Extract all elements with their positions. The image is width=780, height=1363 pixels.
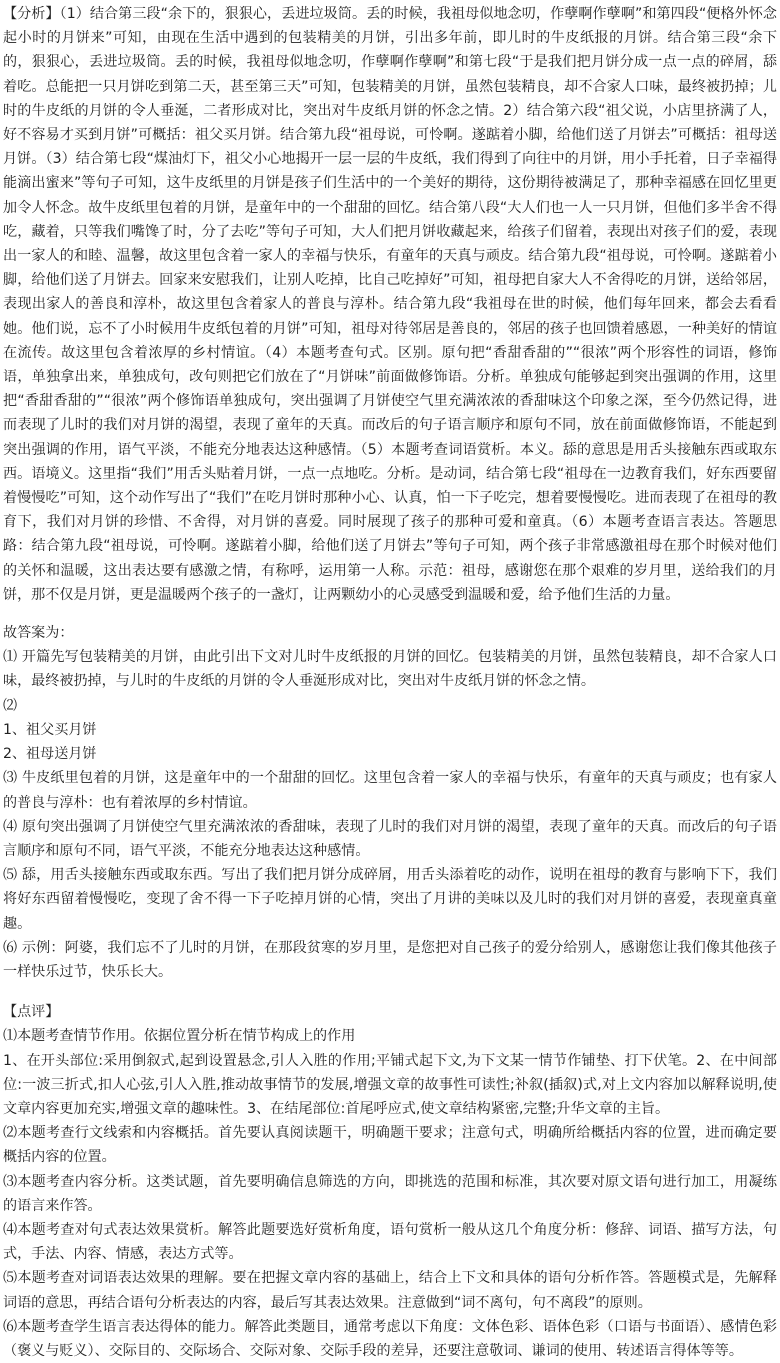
answer-item-6: ⑹ 示例：阿婆，我们忘不了儿时的月饼，在那段贫寒的岁月里，是您把对自己孩子的爱分给别人，感谢您让我们像其他孩子一样快乐过节，快乐长大。 [3, 939, 777, 980]
comment-item-2: ⑵本题考查行文线索和内容概括。首先要认真阅读题干，明确题干要求；注意句式，明确所给概括内容的位置，进而确定要概括内容的位置。 [3, 1125, 777, 1166]
answer-item-1: ⑴ 开篇先写包装精美的月饼，由此引出下文对儿时牛皮纸报的月饼的回忆。包装精美的月饼，虽然包装精良，却不合家人口味，最终被扔掉，与儿时的牛皮纸的月饼的令人垂涎形成对比，突出对牛皮纸月饼的怀念之情。 [3, 649, 777, 690]
analysis-paragraph [3, 2, 777, 607]
answers-section [3, 621, 777, 984]
comment-item-1: ⑴本题考查情节作用。依据位置分析在情节构成上的作用 [3, 1028, 356, 1045]
comment-section [3, 1000, 777, 1363]
answer-item-2b: 2、祖母送月饼 [3, 746, 97, 763]
answers-intro: 故答案为： [3, 625, 74, 642]
comment-item-5: ⑸本题考查对词语表达效果的理解。要在把握文章内容的基础上，结合上下文和具体的语句分析作答。答题模式是，先解释词语的意思，再结合语句分析表达的内容，最后写其表达效果。注意做到“词不离句，句不离段”的原则。 [3, 1270, 777, 1311]
answer-item-3: ⑶ 牛皮纸里包着的月饼，这是童年中的一个甜甜的回忆。这里包含着一家人的幸福与快乐，有童年的天真与顽皮；也有家人的普良与淳朴：也有着浓厚的乡村情谊。 [3, 770, 777, 811]
comment-item-4: ⑷本题考查对句式表达效果赏析。解答此题要选好赏析角度，语句赏析一般从这几个角度分析：修辞、词语、描写方法，句式，手法、内容、情感，表达方式等。 [3, 1221, 777, 1263]
analysis-text: （1）结合第三段“余下的，狠狠心，丢进垃圾筒。丢的时候，我祖母似地念叨，作孽啊作孽啊”和第四段“便格外怀念起小时的月饼来”可知，由现在生活中遇到的包装精美的月饼，引出多年前，即儿时的牛皮纸报的月饼。结合第三段“余下的，狠狠心，丢进垃圾筒。丢的时候，我祖母似地念叨，作孽啊作孽啊”和第七段“于是我们把月饼分成一点一点的碎屑，舔着吃。总能把一只月饼吃到第二天，甚至第三天”可知，包装精美的月饼，虽然包装精良，却不合家人口味，最终被扔掉；儿时的牛皮纸的月饼的令人垂涎，二者形成对比，突出对牛皮纸月饼的怀念之情。2）结合第六段“祖父说，小店里挤满了人，好不容易才买到月饼”可概括：祖父买月饼。结合第九段“祖母说，可怜啊。遂踮着小脚，给他们送了月饼去”可概括：祖母送月饼。（3）结合第七段“煤油灯下，祖父小心地揭开一层一层的牛皮纸，我们得到了向往中的月饼，用小手托着，日子幸福得能滴出蜜来”等句子可知，这牛皮纸里的月饼是孩子们生活中的一个美好的期待，这份期待被满足了，那种幸福感在回忆里更加令人怀念。故牛皮纸里包着的月饼，是童年中的一个甜甜的回忆。结合第八段“大人们也一人一只月饼，但他们多半舍不得吃，藏着，只等我们嘴馋了时，分了去吃”等句子可知，大人们把月饼收藏起来，给孩子们留着，表现出对孩子们的爱，表现出一家人的和睦、温馨，故这里包含着一家人的幸福与快乐，有童年的天真与顽皮。结合第九段“祖母说，可怜啊。遂踮着小脚，给他们送了月饼去。回家来安慰我们，让别人吃掉，比自己吃掉好”可知，祖母把自家大人不舍得吃的月饼，送给邻居，表现出家人的善良和淳朴，故这里包含着家人的普良与淳朴。结合第九段“我祖母在世的时候，他们每年回来，都会去看看她。他们说，忘不了小时候用牛皮纸包着的月饼”可知，祖母对待邻居是善良的，邻居的孩子也回馈着感恩，一种美好的情谊在流传。故这里包含着浓厚的乡村情谊。（4）本题考查句式。区别。原句把“香甜香甜的”“很浓”两个形容性的词语，修饰语，单独拿出来，单独成句，改句则把它们放在了“月饼味”前面做修饰语。分析。单独成句能够起到突出强调的作用，这里把“香甜香甜的”“很浓”两个修饰语单独成句，突出强调了月饼使空气里充满浓浓的香甜味这个印象之深，至今仍然记得，进而表现了儿时的我们对月饼的渴望，表现了童年的天真。而改后的句子语言顺序和原句不同，放在前面做修饰语，不能起到突出强调的作用，语气平淡，不能充分地表达这种感情。（5）本题考查词语赏析。本义。舔的意思是用舌头接触东西或取东西。语境义。这里指“我们”用舌头贴着月饼，一点一点地吃。分析。是动词，结合第七段“祖母在一边教育我们，好东西要留着慢慢吃”可知，这个动作写出了“我们”在吃月饼时那种小心、认真，怕一下子吃完，想着要慢慢吃。进而表现了在祖母的教育下，我们对月饼的珍惜、不舍得，对月饼的喜爱。同时展现了孩子的那种可爱和童真。（6）本题考查语言表达。答题思路：结合第九段“祖母说，可怜啊。遂踮着小脚，给他们送了月饼去”等句子可知，两个孩子非常感激祖母在那个时候对他们的关怀和温暖，这出表达要有感激之情，有称呼，运用第一人称。示范：祖母，感谢您在那个艰难的岁月里，送给我们的月饼，那不仅是月饼，更是温暖两个孩子的一盏灯，让两颗幼小的心灵感受到温暖和爱，给予他们生活的力量。 [3, 6, 777, 603]
analysis-tag: 【分析】 [3, 6, 60, 22]
comment-item-6: ⑹本题考查学生语言表达得体的能力。解答此类题目，通常考虑以下角度：文体色彩、语体色彩（口语与书面语）、感情色彩（褒义与贬义）、交际目的、交际场合、交际对象、交际手段的差异，还要注意敬词、谦词的使用、转述语言得体等等。 [3, 1318, 777, 1359]
answer-item-2a: 1、祖父买月饼 [3, 721, 97, 738]
answer-item-4: ⑷ 原句突出强调了月饼使空气里充满浓浓的香甜味，表现了儿时的我们对月饼的渴望，表现了童年的天真。而改后的句子语言顺序和原句不同，语气平淡，不能充分地表达这种感情。 [3, 818, 777, 859]
comment-item-1-detail: 1、在开头部位:采用倒叙式,起到设置悬念,引人入胜的作用;平铺式起下文,为下文某一情节作铺垫、打下伏笔。2、在中间部位:一波三折式,扣人心弦,引人入胜,推动故事情节的发展,增强文章的故事性可读性;补叙(插叙)式,对上文内容加以解释说明,使文章内容更加充实,增强文章的趣味性。3、在结尾部位:首尾呼应式,使文章结构紧密,完整;升华文章的主旨。 [3, 1052, 777, 1117]
answer-item-5: ⑸ 舔，用舌头接触东西或取东西。写出了我们把月饼分成碎屑，用舌头添着吃的动作，说明在祖母的教育与影响下下，我们将好东西留着慢慢吃，变现了舍不得一下子吃掉月饼的心情，突出了月讲的美味以及儿时的我们对月饼的喜爱，表现童真童趣。 [3, 867, 777, 932]
comment-tag: 【点评】 [3, 1004, 60, 1021]
comment-item-3: ⑶本题考查内容分析。这类试题，首先要明确信息筛选的方向，即挑选的范围和标准，其次要对原文语句进行加工，用凝练的语言来作答。 [3, 1173, 777, 1214]
answer-item-2-heading: ⑵ [3, 697, 18, 714]
